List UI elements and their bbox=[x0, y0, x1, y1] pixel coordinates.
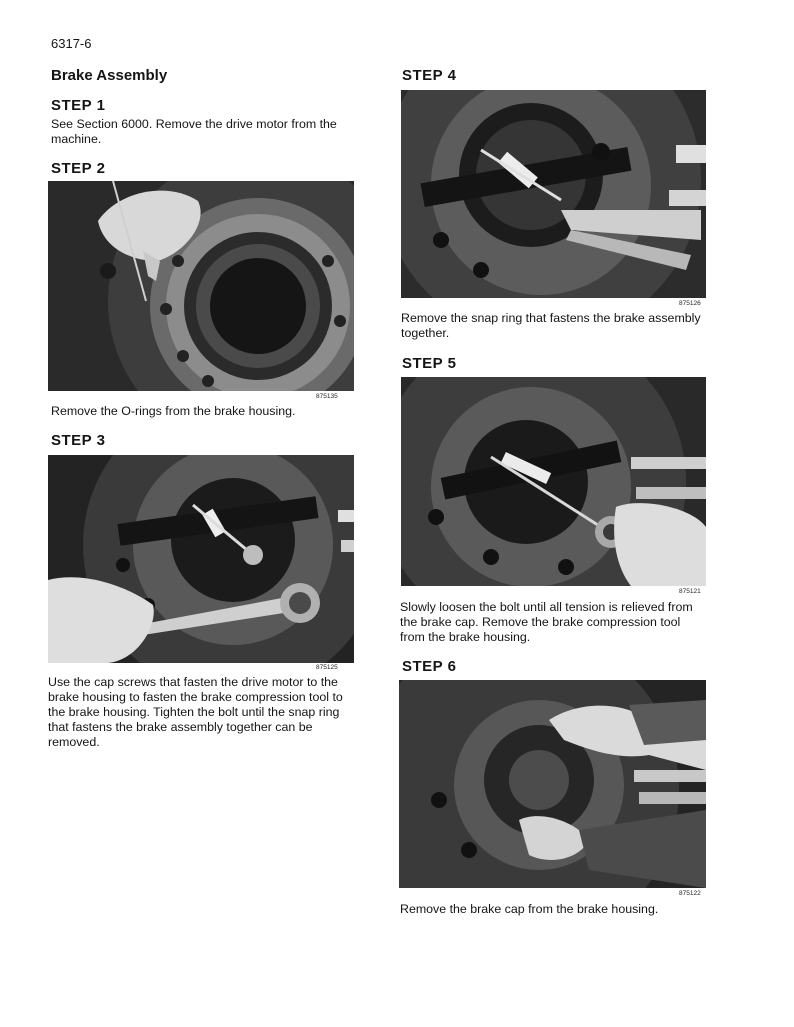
step-2-caption: Remove the O-rings from the brake housing. bbox=[51, 404, 296, 418]
step-2-photo bbox=[48, 181, 354, 391]
step-4-heading: STEP 4 bbox=[402, 67, 457, 84]
step-6-caption: Remove the brake cap from the brake housing. bbox=[400, 902, 659, 916]
step-5-caption: Slowly loosen the bolt until all tension is relieved from the brake cap. Remove the brake compression tool from the brake housing. bbox=[400, 600, 693, 644]
step-6-photo bbox=[399, 680, 706, 888]
step-1-text: See Section 6000. Remove the drive motor from the machine. bbox=[51, 117, 337, 146]
step-5-photo-id: 875121 bbox=[679, 588, 701, 595]
step-6-photo-id: 875122 bbox=[679, 890, 701, 897]
step-3-heading: STEP 3 bbox=[51, 432, 106, 449]
step-4-caption: Remove the snap ring that fastens the brake assembly together. bbox=[401, 311, 701, 340]
step-4-photo bbox=[401, 90, 706, 298]
step-5-heading: STEP 5 bbox=[402, 355, 457, 372]
section-title: Brake Assembly bbox=[51, 67, 168, 84]
page-number: 6317-6 bbox=[51, 36, 92, 51]
step-4-photo-id: 875126 bbox=[679, 300, 701, 307]
step-3-photo bbox=[48, 455, 354, 663]
step-6-heading: STEP 6 bbox=[402, 658, 457, 675]
step-3-caption: Use the cap screws that fasten the drive motor to the brake housing to fasten the brake compression tool to the brake housing. Tighten the bolt until the snap ring that fastens the brake assembly together can be removed. bbox=[48, 675, 343, 749]
step-2-heading: STEP 2 bbox=[51, 160, 106, 177]
step-1-heading: STEP 1 bbox=[51, 97, 106, 114]
step-3-photo-id: 875125 bbox=[316, 664, 338, 671]
step-2-photo-id: 875135 bbox=[316, 393, 338, 400]
step-5-photo bbox=[401, 377, 706, 586]
